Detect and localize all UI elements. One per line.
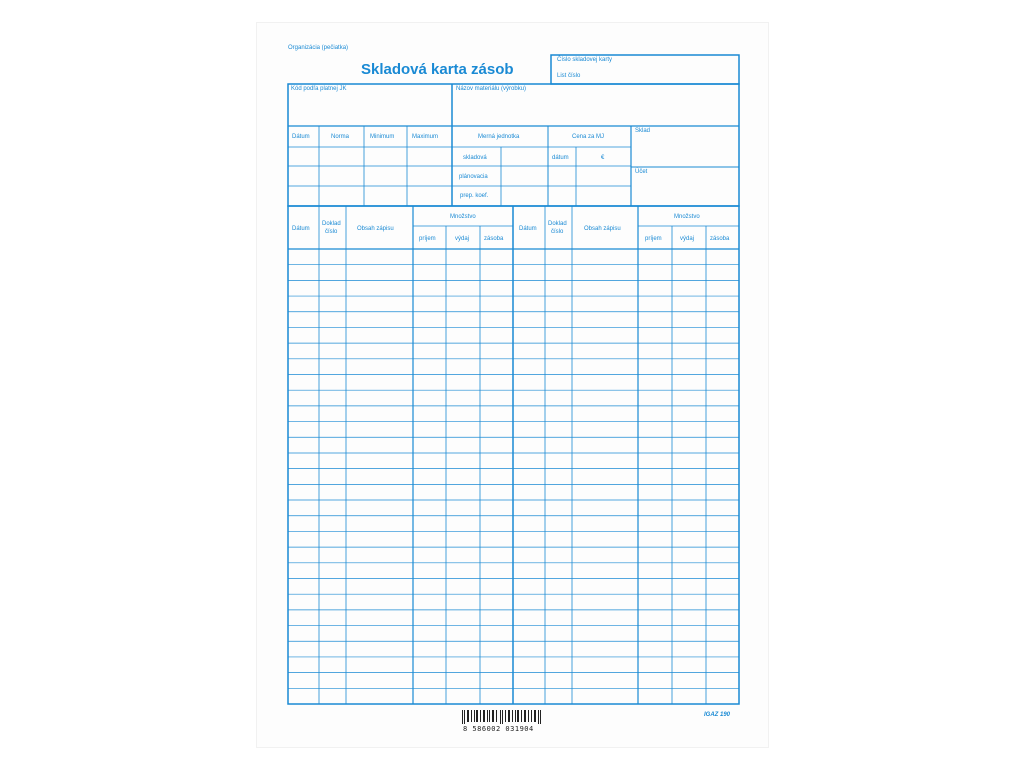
- barcode-number: 8 586002 031904: [463, 725, 534, 733]
- unit-skladova: skladová: [463, 155, 487, 161]
- code-label: Kód podľa platnej JK: [291, 86, 347, 92]
- ledger-left-vydaj: výdaj: [455, 236, 470, 242]
- form-code: IGAZ 190: [704, 712, 731, 718]
- limits-norma-header: Norma: [331, 134, 350, 140]
- ledger-right-obsah: Obsah zápisu: [584, 226, 621, 232]
- ledger-left-mnozstvo: Množstvo: [450, 214, 476, 220]
- limits-datum-header: Dátum: [292, 134, 310, 140]
- ledger-right-vydaj: výdaj: [680, 236, 695, 242]
- price-header: Cena za MJ: [572, 134, 605, 140]
- unit-planovacia: plánovacia: [459, 174, 488, 180]
- account-label: Účet: [635, 169, 648, 175]
- ledger-right-datum: Dátum: [519, 226, 537, 232]
- unit-prep-koef: prep. koef.: [460, 193, 489, 199]
- barcode-icon: [462, 710, 544, 724]
- ledger-left-zasoba: zásoba: [484, 236, 504, 242]
- ledger-left-datum: Dátum: [292, 226, 310, 232]
- ledger-right-cislo: číslo: [551, 229, 564, 235]
- warehouse-label: Sklad: [635, 128, 651, 134]
- ledger-left-doklad: Doklad: [322, 221, 341, 227]
- card-number-label: Číslo skladovej karty: [557, 57, 613, 63]
- ledger-right-prijem: príjem: [645, 236, 662, 242]
- form-title: Skladová karta zásob: [361, 61, 514, 78]
- sheet-number-label: List číslo: [557, 73, 581, 79]
- ledger-left-prijem: príjem: [419, 236, 436, 242]
- limits-minimum-header: Minimum: [370, 134, 395, 140]
- price-date-label: dátum: [552, 155, 569, 161]
- organization-label: Organizácia (pečiatka): [288, 45, 349, 51]
- ledger-right-mnozstvo: Množstvo: [674, 214, 700, 220]
- currency-symbol: €: [601, 155, 605, 161]
- ledger-right-doklad: Doklad: [548, 221, 567, 227]
- ledger-left-cislo: číslo: [325, 229, 338, 235]
- info-block: [288, 84, 739, 206]
- ledger-right-zasoba: zásoba: [710, 236, 730, 242]
- limits-maximum-header: Maximum: [412, 134, 439, 140]
- ledger-left-obsah: Obsah zápisu: [357, 226, 394, 232]
- unit-header: Merná jednotka: [478, 134, 520, 140]
- material-label: Názov materiálu (výrobku): [456, 86, 527, 92]
